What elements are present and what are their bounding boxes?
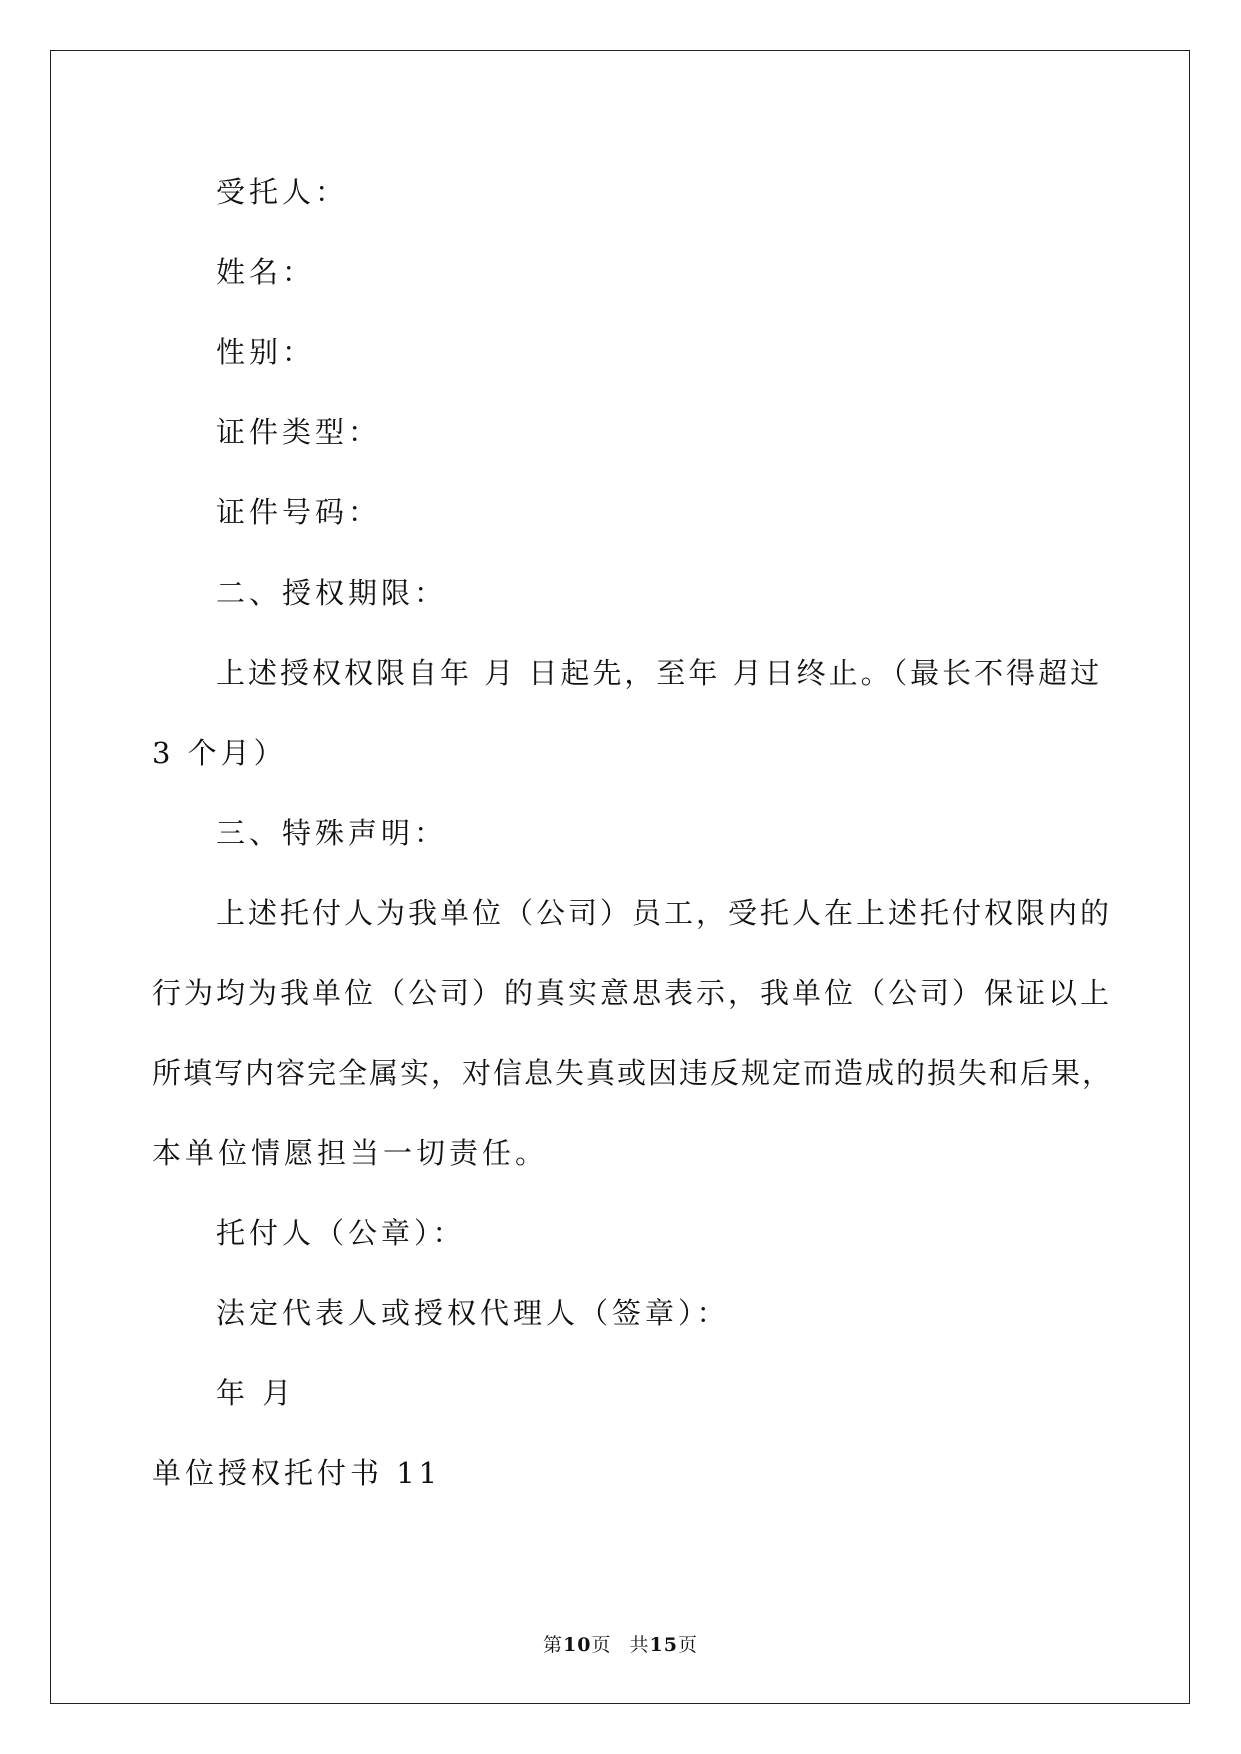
text-line: 行为均为我单位（公司）的真实意思表示，我单位（公司）保证以上 <box>152 976 1113 1010</box>
text-line: 年 月 <box>216 1376 296 1410</box>
page-number: 10 <box>563 1634 592 1656</box>
text-line: 性别： <box>216 335 316 369</box>
section-heading: 二、授权期限： <box>216 576 448 610</box>
text-line: 证件类型： <box>216 415 382 449</box>
text-line: 姓名： <box>216 255 316 289</box>
text-line: 证件号码： <box>216 495 382 529</box>
footer-prefix: 第 <box>543 1634 564 1656</box>
text-line: 所填写内容完全属实，对信息失真或因违反规定而造成的损失和后果， <box>152 1056 1114 1090</box>
text-line: 托付人（公章）： <box>216 1216 466 1250</box>
text-line: 本单位情愿担当一切责任。 <box>152 1136 549 1170</box>
document-title: 单位授权托付书 11 <box>152 1456 442 1490</box>
footer-page-suffix: 页 <box>591 1634 612 1656</box>
text-line: 受托人： <box>216 175 349 209</box>
text-line: 上述托付人为我单位（公司）员工，受托人在上述托付权限内的 <box>216 896 1113 930</box>
footer-total-suffix: 页 <box>677 1634 698 1656</box>
page-total: 15 <box>649 1634 678 1656</box>
footer-total-prefix: 共 <box>629 1634 650 1656</box>
text-line: 上述授权权限自年 月 日起先，至年 月日终止。（最长不得超过 <box>216 656 1103 690</box>
text-line: 3 个月） <box>152 736 287 770</box>
text-line: 法定代表人或授权代理人（签章）： <box>216 1296 730 1330</box>
page-footer <box>0 1632 1241 1658</box>
section-heading: 三、特殊声明： <box>216 816 448 850</box>
